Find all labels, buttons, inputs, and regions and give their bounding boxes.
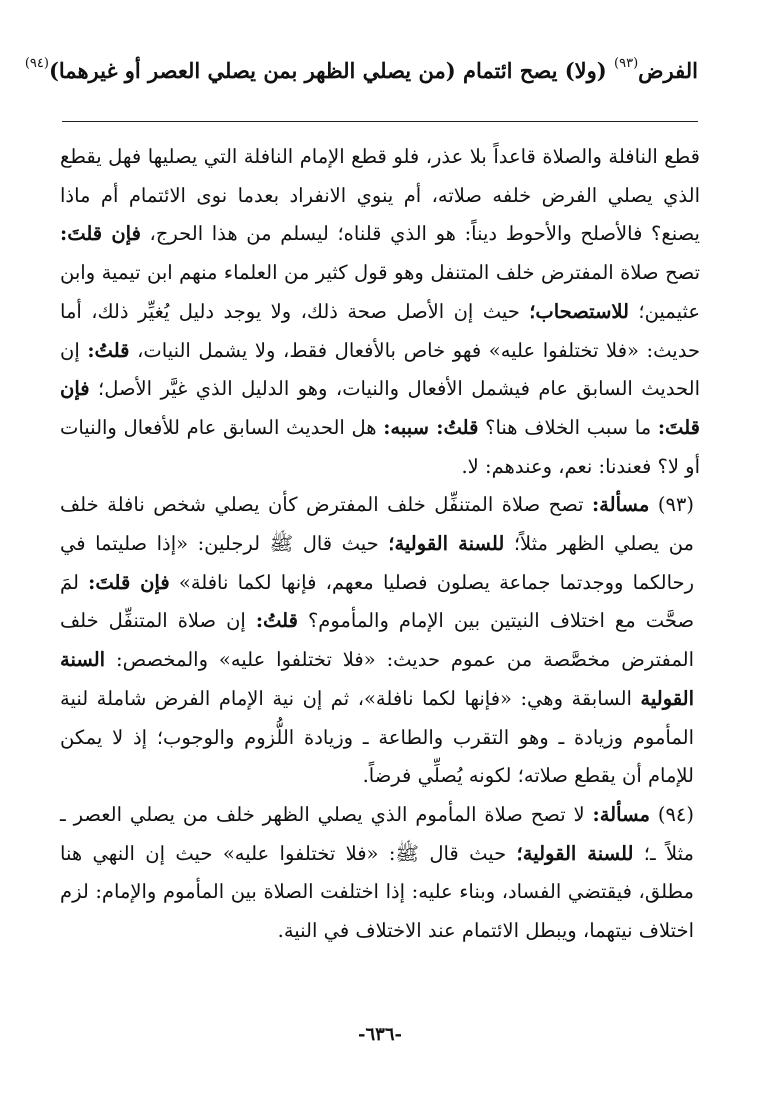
commentary-bold-3: قلتُ: <box>87 338 130 362</box>
footnote-ref-93[interactable]: (٩٣) <box>614 56 639 71</box>
commentary-text-1: قطع النافلة والصلاة قاعداً بلا عذر، فلو قطع الإمام النافلة التي يصليها فهل يقطع الذي يصلي الفرض خلفه صلاته، أم ينوي الانفراد بعدما نوى الائتمام أم ماذا يصنع؟ فالأصلح والأحوط ديناً: هو الذي قلناه؛ ليسلم من هذا الحرج، <box>60 145 700 246</box>
footnote-93-bold-3: قلتُ: <box>255 609 298 633</box>
commentary-text-4: إن الحديث السابق عام فيشمل الأفعال والنيات، وهو الدليل الذي غيَّر الأصل؛ <box>60 338 700 401</box>
footnote-94-text-2: حيث قال ﷺ: «فلا تختلفوا عليه» حيث إن النهي هنا مطلق، فيقتضي الفساد، وبناء عليه: إذا اختلفت الصلاة بين المأموم والإمام: لزم اختلاف نيتهما، ويبطل الائتمام عند الاختلاف في النية. <box>60 841 694 943</box>
commentary-bold-5: قلتُ: سببه: <box>383 415 479 439</box>
page-header <box>24 44 698 91</box>
footnote-94-text-1: لا تصح صلاة المأموم الذي يصلي الظهر خلف من يصلي العصر ـ مثلاً ـ؛ <box>60 802 694 865</box>
footnote-94-bold-1: للسنة القولية؛ <box>516 841 634 865</box>
commentary-text-5: ما سبب الخلاف هنا؟ <box>478 415 658 439</box>
header-divider <box>62 121 698 122</box>
commentary-paragraph <box>60 138 700 486</box>
page-number: -٦٣٦- <box>358 1024 402 1045</box>
commentary-text-3: حيث إن الأصل صحة ذلك، ولا يوجد دليل يُغيِّر ذلك، أما حديث: «فلا تختلفوا عليه» فهو خاص بالأفعال فقط، ولا يشمل النيات، <box>60 299 700 362</box>
header-title-part2: (ولا) يصح ائتمام (من يصلي الظهر بمن يصلي العصر أو غيرهما) <box>48 58 615 83</box>
footnote-93-text-3: لمَ صحَّت مع اختلاف النيتين بين الإمام والمأموم؟ <box>60 570 694 633</box>
footnote-94-label: مسألة: <box>592 802 650 826</box>
footnote-93-text-1: تصح صلاة المتنفِّل خلف المفترض كأن يصلي شخص نافلة خلف من يصلي الظهر مثلاً؛ <box>60 493 694 556</box>
commentary-bold-2: للاستصحاب؛ <box>529 299 629 323</box>
footnote-93-number: (٩٣) <box>657 493 694 517</box>
footnote-93-bold-2: فإن قلتَ: <box>88 570 170 594</box>
commentary-bold-1: فإن قلتَ: <box>60 222 141 246</box>
footnote-93-text-5: السابقة وهي: «فإنها لكما نافلة»، ثم إن نية الإمام الفرض شاملة لنية المأموم وزيادة ـ وهو التقرب والطاعة ـ وزيادة اللُّزوم والوجوب؛ إذ لا يمكن للإمام أن يقطع صلاته؛ لكونه يُصلِّي فرضاً. <box>60 686 694 788</box>
footnote-93 <box>60 486 700 796</box>
footnote-93-label: مسألة: <box>591 493 650 517</box>
footnote-93-bold-1: للسنة القولية؛ <box>388 532 505 556</box>
commentary-text-2: تصح صلاة المفترض خلف المتنفل وهو قول كثير من العلماء منهم ابن تيمية وابن عثيمين؛ <box>60 261 700 323</box>
footnote-94-number: (٩٤) <box>657 802 694 826</box>
footnote-93-text-4: إن صلاة المتنفِّل خلف المفترض مخصَّصة من عموم حديث: «فلا تختلفوا عليه» والمخصص: <box>60 609 694 672</box>
footnote-93-text-2: حيث قال ﷺ لرجلين: «إذا صليتما في رحالكما ووجدتما جماعة يصلون فصليا معهم، فإنها لكما نافلة» <box>60 532 694 594</box>
commentary-bold-4: فإن قلتَ: <box>60 377 700 439</box>
commentary-text-6: هل الحديث السابق عام للأفعال والنيات أو لا؟ فعندنا: نعم، وعندهم: لا. <box>60 415 700 478</box>
footnote-ref-94[interactable]: (٩٤) <box>24 56 49 71</box>
page-body <box>60 138 700 951</box>
footnote-93-bold-4: السنة القولية <box>60 648 694 710</box>
footnote-94 <box>60 796 700 951</box>
header-title-part1: الفرض <box>638 58 698 83</box>
